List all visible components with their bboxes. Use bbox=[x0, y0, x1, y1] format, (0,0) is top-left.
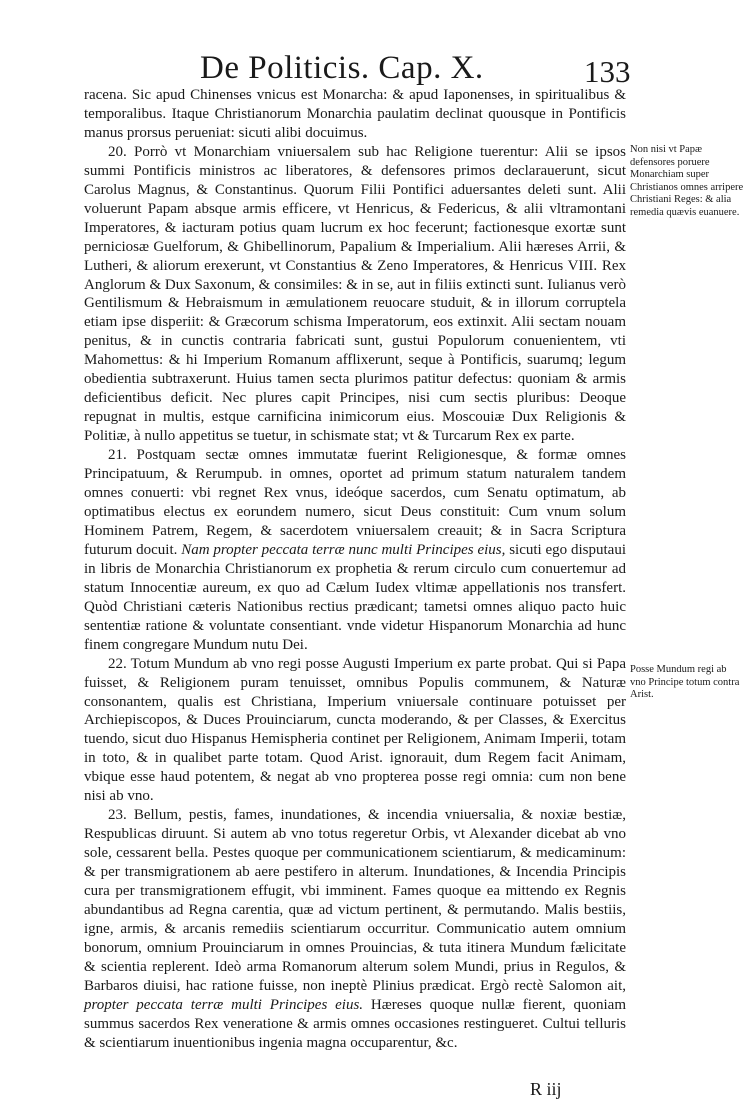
scripture-quote: propter peccata terræ multi Principes eius. bbox=[84, 996, 364, 1013]
paragraph-23 bbox=[84, 806, 626, 1052]
margin-note: Non nisi vt Papæ defensores poruere Monarchiam super Christianos omnes arripere Christiani Reges: & alia remedia quævis euanuere. bbox=[630, 144, 744, 218]
paragraph-21-text-a: 21. Postquam sectæ omnes immutatæ fuerint Religionesque, & formæ omnes Principatuum, & Rerumpub. in omnes, oportet ad primum statum naturalem tandem omnes conuerti: vbi regnet Rex vnus, ideóque sacerdos, cum Senatu optimatum, ab optimatibus electus ex eorundem numero, sicut Deus constituit: Cum vnum solum Hominem Patrem, Regem, & sacerdotem vniuersalem creauit; & in Sacra Scriptura futurum docuit. bbox=[84, 447, 626, 558]
paragraph-continuation: racena. Sic apud Chinenses vnicus est Monarcha: & apud Iaponenses, in spiritualibus & temporalibus. Itaque Christianorum Monarchia paulatim declinat quousque in Pontificis manus prorsus perueniat: sicuti alibi docuimus. bbox=[84, 87, 626, 141]
page-number: 133 bbox=[584, 54, 631, 89]
paragraph-23-text-b: Hæreses quoque nullæ fierent, quoniam summus sacerdos Rex veneratione & armis omnes occasiones restingueret. Cultui telluris & scientiarum inuentionibus ingenia magna occuparentur, &c. bbox=[84, 996, 627, 1051]
paragraph-22: 22. Totum Mundum ab vno regi posse Augusti Imperium ex parte probat. Qui si Papa fuisset, & Religionem puram tenuisset, omnibus Populis communem, & Naturæ consonantem, qualis est Christiana, Imperium vniuersale continuare potuisset per Archiepiscopos, & Duces Prouinciarum, cuncta moderando, & per Classes, & Exercitus tuendo, sicut duo Hispanus Hemispheria continet per Religionem, Animam Imperii, totam in toto, & in qualibet parte totam. Quod Arist. ignorauit, dum Regem facit Animam, vbique esse haud potentem, & negat ab vno propterea posse regi omnia: cum non bene nisi ab vno. bbox=[84, 655, 626, 805]
paragraph-21 bbox=[84, 446, 626, 654]
paragraph-20: 20. Porrò vt Monarchiam vniuersalem sub hac Religione tuerentur: Alii se ipsos summi Pontificis ministros ac liberatores, & defensores primos declarauerunt, sicut Carolus Magnus, & Constantinus. Quorum Filii Pontifici aduersantes deleti sunt. Alii voluerunt Papam absque armis efficere, vt Henricus, & Federicus, & alii vltramontani Imperatores, & iacturam potius quam lucrum ex hoc fecerunt; factionesque exortæ sunt perniciosæ Guelforum, & Ghibellinorum, Papalium & Imperialium. Alii hæreses Arrii, & Lutheri, & aliorum erexerunt, vt Constantius & Zeno Imperatores, & Henricus VIII. Rex Anglorum & Dux Saxonum, & consimiles: & in se, aut in filiis extincti sunt. Iulianus verò Gentilismum & Hebraismum in æmulationem reuocare studuit, & in illorum corruptela etiam ipse disperiit: & Græcorum schisma Imperatorum, eos extinxit. Alii sectam nouam penitus, & in cunctis contraria fabricati sunt, gustui Populorum conuenientem, vti Mahomettus: & hi Imperium Romanum afflixerunt, seque à Pontificis, suarumq; legum obedientia subtraxerunt. Huius tamen secta plurimos patitur defectus: quoniam & armis deficientibus deficit. Nec plures capit Principes, nisi cum sectis pluribus: Deoque repugnat in multis, estque carnificina inimicorum eius. Moscouiæ Dux Religionis & Politiæ, à nullo appetitus se tuetur, in schismate stat; vt & Turcarum Rex ex parte. bbox=[84, 143, 626, 445]
paragraph-21-text-b: sicuti ego disputaui in libris de Monarchia Christianorum ex prophetia & rerum circulo cum conuertemur ad statum Innocentiæ aureum, ex quo ad Cælum Iudex vltimæ appellationis nos transfert. Quòd Christiani cæteris Nationibus rectius prædicant; tametsi omnes aliquo pacto huic sententiæ ratione & voluntate consentiant. vnde videtur Hispanorum Monarchia ad hunc finem congregare Mundum nutu Dei. bbox=[84, 541, 626, 653]
paragraph-23-text-a: 23. Bellum, pestis, fames, inundationes, & incendia vniuersalia, & noxiæ bestiæ, Respublicas diruunt. Si autem ab vno totus regeretur Orbis, vt Alexander dicebat ab vno sole, cessarent bella. Pestes quoque per communicationem scientiarum, & medicaminum: & per transmigrationem ab aere pestifero in alterum. Inundationes, & Incendia Principis cura per transmigrationem effugit, vbi imminent. Fames quoque ea mittendo ex Regnis abundantibus ad Regna carentia, quæ ad victum pertinent, & permutando. Malis bestiis, igne, armis, & arcanis remediis scientiarum occurritur. Communicatio autem omnium bonorum, omnium Prouinciarum in omnes Prouincias, & tuta itinera Mundum fælicitate & scientia replerent. Ideò arma Romanorum alterum solem Mundi, prius in Regulos, & Barbaros diuisi, hac ratione fuisse, non ineptè Plinius prædicat. Ergò rectè Salomon ait, bbox=[84, 807, 626, 994]
running-title: De Politicis. Cap. X. bbox=[200, 50, 484, 86]
margin-note: Posse Mundum regi ab vno Principe totum contra Arist. bbox=[630, 664, 740, 701]
scripture-quote: Nam propter peccata terræ nunc multi Principes eius, bbox=[181, 541, 506, 558]
body-text bbox=[84, 86, 626, 1053]
signature-mark: R iij bbox=[530, 1079, 562, 1099]
